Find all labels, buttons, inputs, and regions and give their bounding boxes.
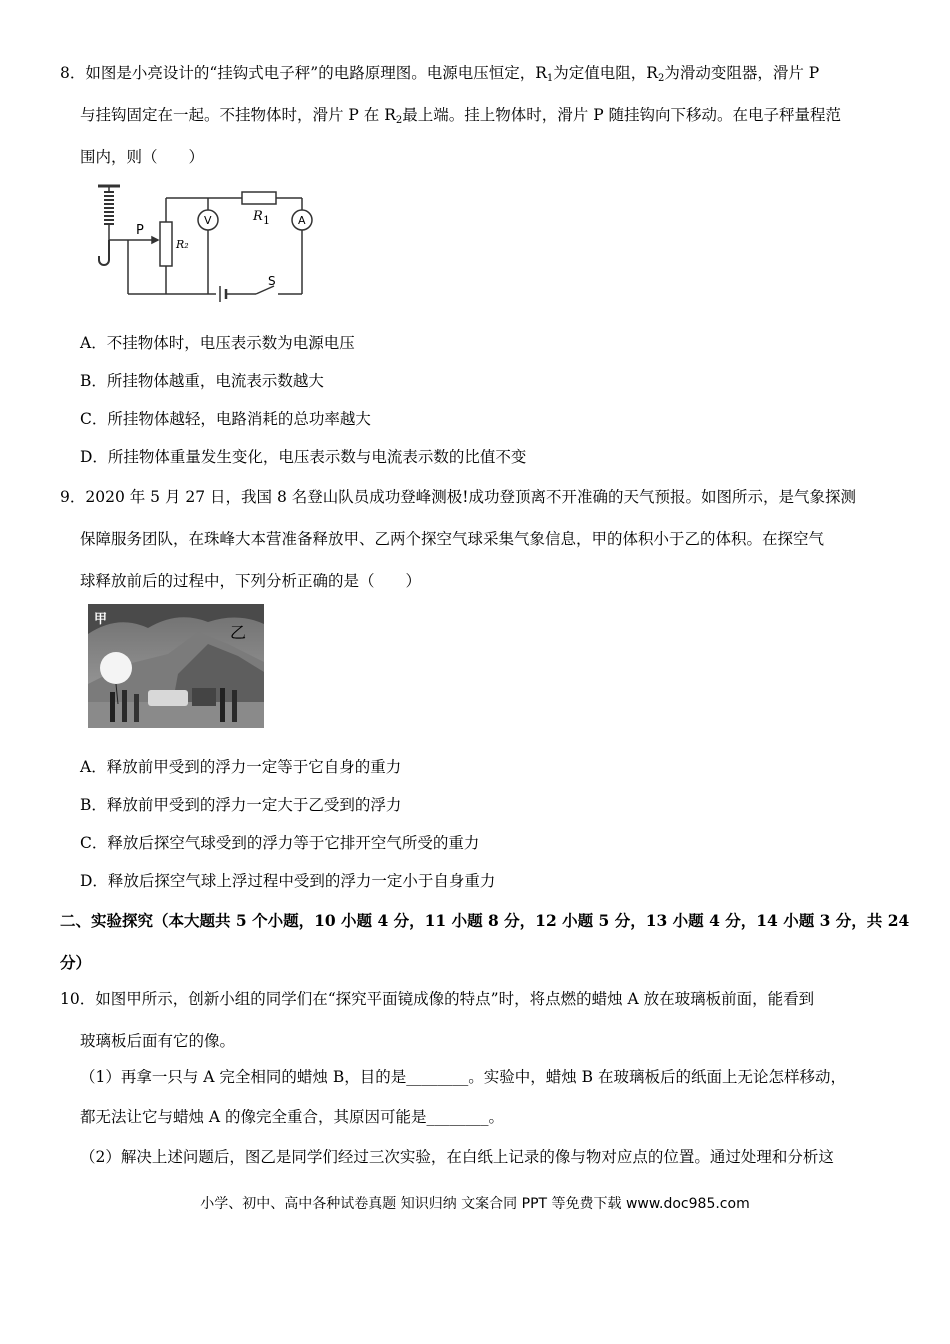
q8-option-b: B．所挂物体越重，电流表示数越大 <box>80 372 324 390</box>
q10-line-3: （1）再拿一只与 A 完全相同的蜡烛 B，目的是________。实验中，蜡烛 B 在玻璃板后的纸面上无论怎样移动， <box>80 1068 846 1086</box>
q9-line-2: 保障服务团队，在珠峰大本营准备释放甲、乙两个探空气球采集气象信息，甲的体积小于乙的体积。在探空气 <box>80 530 825 548</box>
q8-line-2: 与挂钩固定在一起。不挂物体时，滑片 P 在 R2最上端。挂上物体时，滑片 P 随挂钩向下移动。在电子秤量程范 <box>80 106 842 126</box>
balloon-yi-label: 乙 <box>230 623 247 642</box>
r1-subscript: 1 <box>263 214 270 227</box>
voltmeter-label: V <box>204 214 212 227</box>
page-footer: 小学、初中、高中各种试卷真题 知识归纳 文案合同 PPT 等免费下载 www.doc985.com <box>200 1196 750 1212</box>
ammeter-label: A <box>298 214 306 227</box>
r1-label: R <box>253 209 263 224</box>
q9-option-b: B．释放前甲受到的浮力一定大于乙受到的浮力 <box>80 796 402 814</box>
q10-line-5: （2）解决上述问题后，图乙是同学们经过三次实验，在白纸上记录的像与物对应点的位置。通过处理和分析这 <box>80 1148 834 1166</box>
q8-option-a: A．不挂物体时，电压表示数为电源电压 <box>80 334 355 352</box>
circuit-diagram <box>96 182 316 302</box>
q9-line-1: 9．2020 年 5 月 27 日，我国 8 名登山队员成功登峰测极!成功登顶离不开准确的天气预报。如图所示，是气象探测 <box>60 488 856 506</box>
q8-line-1: 8．如图是小亮设计的“挂钩式电子秤”的电路原理图。电源电压恒定，R1为定值电阻，R2为滑动变阻器，滑片 P <box>60 64 820 84</box>
balloon-photo <box>88 604 264 728</box>
section-2-heading: 二、实验探究（本大题共 5 个小题，10 小题 4 分，11 小题 8 分，12 小题 5 分，13 小题 4 分，14 小题 3 分，共 24 <box>60 911 910 930</box>
q8-option-c: C．所挂物体越轻，电路消耗的总功率越大 <box>80 410 371 428</box>
q9-option-c: C．释放后探空气球受到的浮力等于它排开空气所受的重力 <box>80 834 480 852</box>
r2-label: R₂ <box>176 238 189 251</box>
switch-label: S <box>268 274 276 288</box>
q9-option-d: D．释放后探空气球上浮过程中受到的浮力一定小于自身重力 <box>80 872 496 890</box>
slider-p-label: P <box>136 223 144 238</box>
q8-option-d: D．所挂物体重量发生变化，电压表示数与电流表示数的比值不变 <box>80 448 527 466</box>
section-2-heading-cont: 分） <box>60 953 92 972</box>
q10-line-4: 都无法让它与蜡烛 A 的像完全重合，其原因可能是________。 <box>80 1108 505 1126</box>
q8-line-3: 围内，则（ ） <box>80 148 205 166</box>
q10-line-2: 玻璃板后面有它的像。 <box>80 1032 236 1050</box>
balloon-jia-label: 甲 <box>94 612 108 627</box>
q9-option-a: A．释放前甲受到的浮力一定等于它自身的重力 <box>80 758 402 776</box>
q9-line-3: 球释放前后的过程中，下列分析正确的是（ ） <box>80 572 422 590</box>
q10-line-1: 10．如图甲所示，创新小组的同学们在“探究平面镜成像的特点”时，将点燃的蜡烛 A 放在玻璃板前面，能看到 <box>60 990 815 1008</box>
